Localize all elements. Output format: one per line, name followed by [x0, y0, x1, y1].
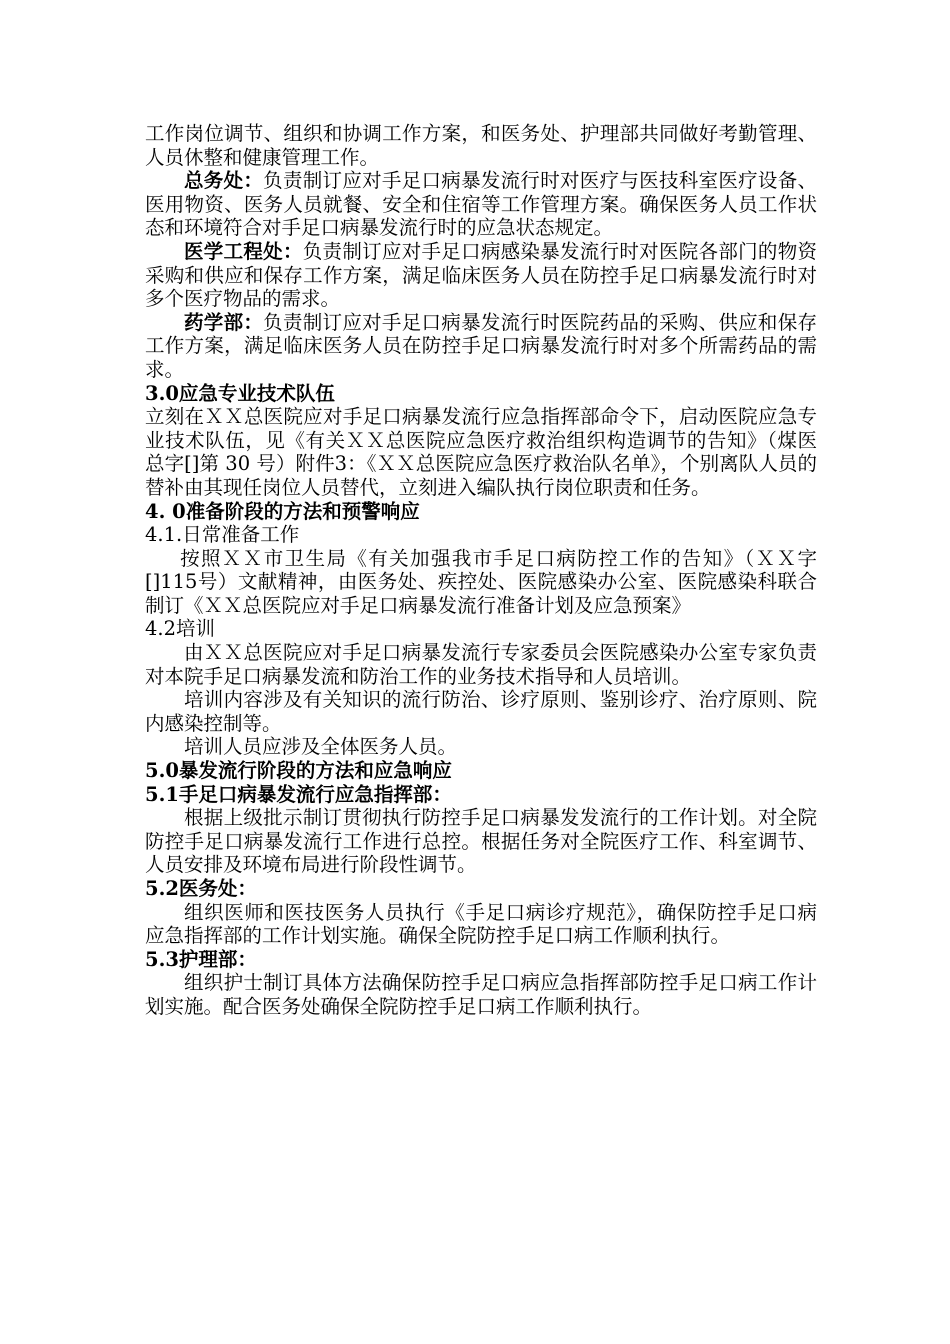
subsection-heading-4-1: 4.1.日常准备工作	[145, 523, 300, 547]
paragraph-body: 负责制订应对手足口病感染暴发流行时对医院各部门的物资采购和供应和保存工作方案，满足临床医务人员在防控手足口病暴发流行时对多个医疗物品的需求。	[145, 239, 817, 311]
subsection-heading-5-1: 5.1手足口病暴发流行应急指挥部：	[145, 782, 452, 806]
paragraph-body: 负责制订应对手足口病暴发流行时对医疗与医技科室医疗设备、医用物资、医务人员就餐、安全和住宿等工作管理方案。确保医务人员工作状态和环境符合对手足口病暴发流行时的应急状态规定。	[145, 169, 817, 240]
subsection-heading-5-2: 5.2医务处：	[145, 877, 257, 900]
paragraph: 由ＸＸ总医院应对手足口病暴发流行专家委员会医院感染办公室专家负责对本院手足口病暴发流和防治工作的业务技术指导和人员培训。	[145, 641, 817, 688]
paragraph-body: 负责制订应对手足口病暴发流行时医院药品的采购、供应和保存工作方案，满足临床医务人员在防控手足口病暴发流行时对多个所需药品的需求。	[145, 310, 817, 381]
paragraph: 根据上级批示制订贯彻执行防控手足口病暴发发流行的工作计划。对全院防控手足口病暴发流行工作进行总控。根据任务对全院医疗工作、科室调节、人员安排及环境布局进行阶段性调节。	[145, 806, 817, 877]
paragraph: 组织护士制订具体方法确保防控手足口病应急指挥部防控手足口病工作计划实施。配合医务处确保全院防控手足口病工作顺利执行。	[145, 971, 817, 1018]
section-heading-3: 3.0应急专业技术队伍	[145, 381, 335, 405]
paragraph: 立刻在ＸＸ总医院应对手足口病暴发流行应急指挥部命令下，启动医院应急专业技术队伍，见《有关ＸＸ总医院应急医疗救治组织构造调节的告知》（煤医总字[]第 30 号）附件3：《ＸＸ总医院应急医疗救治队名单》，个别离队人员的替补由其现任岗位人员替代，立刻进入编队执行岗位职责和任务。	[145, 405, 817, 499]
paragraph: 培训人员应涉及全体医务人员。	[184, 735, 458, 759]
paragraph: 工作岗位调节、组织和协调工作方案，和医务处、护理部共同做好考勤管理、人员休整和健康管理工作。	[145, 122, 817, 169]
paragraph-lead: 总务处：	[184, 169, 264, 193]
document-page	[145, 122, 817, 1019]
subsection-heading-4-2: 4.2培训	[145, 617, 216, 641]
paragraph-general-affairs	[145, 169, 817, 240]
paragraph: 培训内容涉及有关知识的流行防治、诊疗原则、鉴别诊疗、治疗原则、院内感染控制等。	[145, 688, 817, 735]
paragraph-lead: 药学部：	[184, 310, 264, 334]
section-heading-5: 5.0暴发流行阶段的方法和应急响应	[145, 759, 452, 783]
section-heading-4: 4. 0准备阶段的方法和预警响应	[145, 499, 420, 523]
subsection-heading-5-3: 5.3护理部：	[145, 947, 257, 971]
paragraph-medical-engineering	[145, 240, 817, 311]
paragraph: 组织医师和医技医务人员执行《手足口病诊疗规范》，确保防控手足口病应急指挥部的工作计划实施。确保全院防控手足口病工作顺利执行。	[145, 900, 817, 948]
paragraph: 按照ＸＸ市卫生局《有关加强我市手足口病防控工作的告知》（ＸＸ字[]115号）文献精神，由医务处、疾控处、医院感染办公室、医院感染科联合制订《ＸＸ总医院应对手足口病暴发流行准备计划及应急预案》	[145, 546, 817, 617]
paragraph-pharmacy	[145, 311, 817, 382]
paragraph-lead: 医学工程处：	[184, 239, 303, 263]
